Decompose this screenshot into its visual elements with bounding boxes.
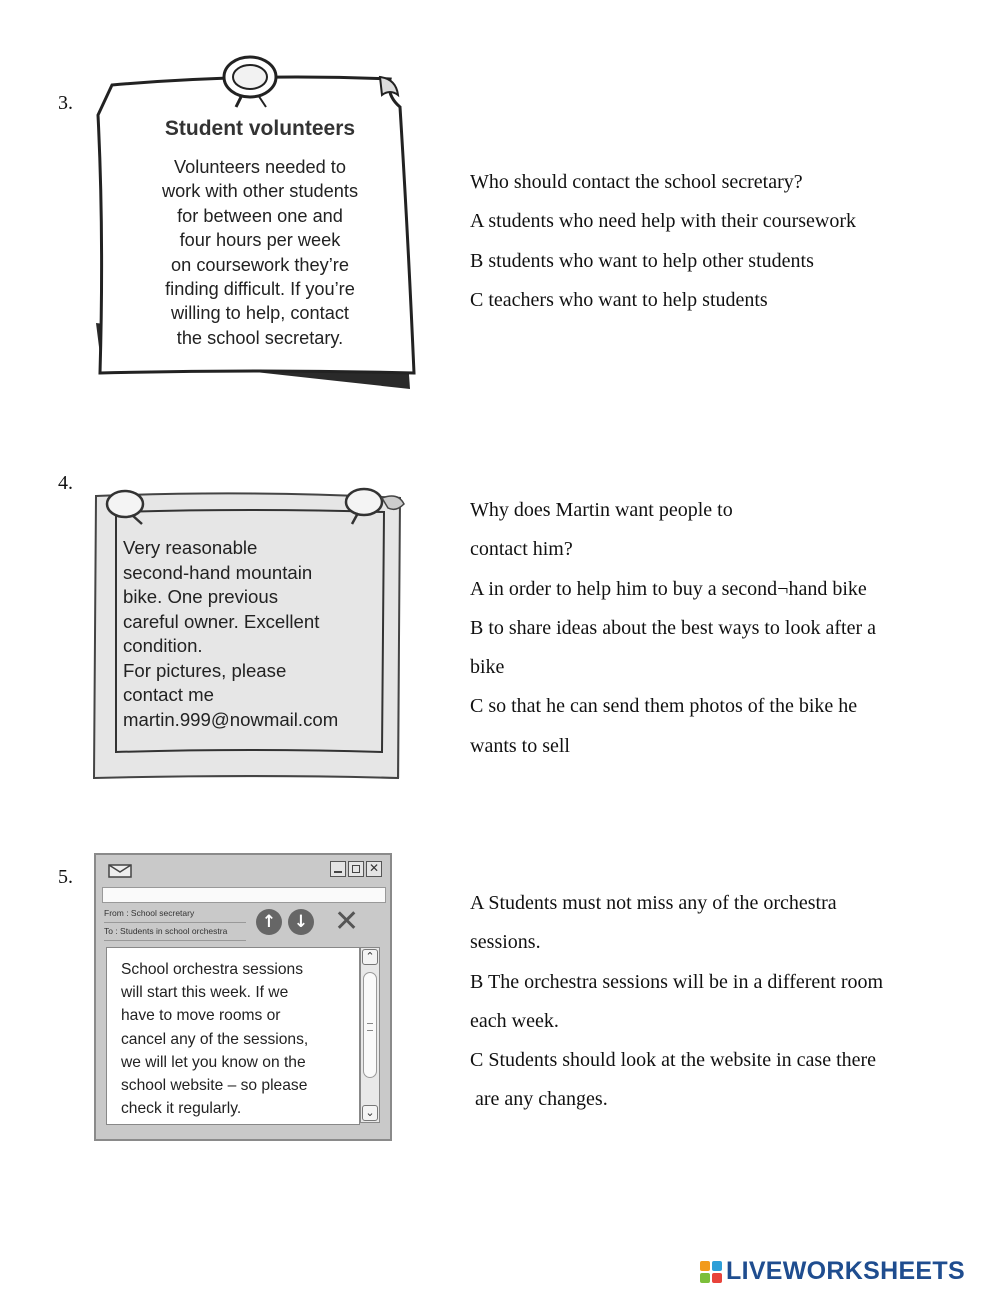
answer-option-a-cont[interactable]: sessions. <box>470 931 541 954</box>
question-prompt: contact him? <box>470 538 573 561</box>
answer-option-a[interactable]: A in order to help him to buy a second¬hand bike <box>470 577 867 600</box>
email-body-line: cancel any of the sessions, <box>121 1030 309 1048</box>
email-to: To : Students in school orchestra <box>104 923 246 941</box>
answer-option-a[interactable]: A Students must not miss any of the orchestra <box>470 892 837 914</box>
email-from: From : School secretary <box>104 905 246 923</box>
notice-email: martin.999@nowmail.com <box>123 708 339 730</box>
answer-option-b[interactable]: B The orchestra sessions will be in a different room <box>470 970 884 993</box>
notice-line: careful owner. Excellent <box>123 610 320 632</box>
answer-option-c[interactable]: C teachers who want to help students <box>470 288 768 311</box>
answer-option-c-cont[interactable]: are any changes. <box>470 1088 608 1111</box>
email-body-line: School orchestra sessions <box>121 961 304 978</box>
notice-line: Very reasonable <box>123 537 258 558</box>
notice-line: the school secretary. <box>176 327 344 348</box>
answer-option-b-cont[interactable]: bike <box>470 656 505 679</box>
notice-line: Volunteers needed to <box>174 157 346 177</box>
question-5-number: 5. <box>58 866 73 888</box>
question-4-text <box>470 491 970 766</box>
answer-option-c-cont[interactable]: wants to sell <box>470 734 570 757</box>
delete-icon[interactable]: ✕ <box>334 904 360 939</box>
notice-student-volunteers <box>90 55 435 395</box>
notice-line: work with other students <box>161 181 359 202</box>
email-body <box>106 947 360 1125</box>
notice-line: for between one and <box>177 205 343 226</box>
liveworksheets-logo <box>700 1257 965 1286</box>
notice-line: willing to help, contact <box>171 303 349 324</box>
question-3-text <box>470 163 970 320</box>
notice-line: bike. One previous <box>123 586 279 607</box>
answer-option-a[interactable]: A students who need help with their coursework <box>470 210 857 233</box>
question-4-number: 4. <box>58 472 73 494</box>
question-prompt: Why does Martin want people to <box>470 499 733 521</box>
answer-option-c[interactable]: C Students should look at the website in case there <box>470 1049 877 1072</box>
notice-mountain-bike <box>92 482 412 782</box>
arrow-up-icon[interactable]: ↑ <box>256 909 282 935</box>
scrollbar[interactable] <box>360 947 380 1123</box>
notice-title: Student volunteers <box>164 117 356 140</box>
minimize-icon[interactable] <box>330 861 346 877</box>
answer-option-b-cont[interactable]: each week. <box>470 1009 559 1032</box>
email-body-line: check it regularly. <box>121 1100 242 1118</box>
question-prompt: Who should contact the school secretary? <box>470 171 803 193</box>
notice-line: second-hand mountain <box>123 561 313 583</box>
notice-line: four hours per week <box>179 230 341 251</box>
notice-line: condition. <box>123 635 203 656</box>
notice-line: finding difficult. If you’re <box>165 279 355 300</box>
envelope-icon <box>108 864 132 878</box>
close-icon[interactable]: ✕ <box>366 861 382 877</box>
email-body-line: will start this week. If we <box>121 984 289 1002</box>
scroll-thumb[interactable] <box>363 972 377 1078</box>
maximize-icon[interactable] <box>348 861 364 877</box>
email-body-line: we will let you know on the <box>121 1053 306 1071</box>
notice-line: contact me <box>123 684 214 705</box>
email-body-line: school website – so please <box>121 1077 308 1095</box>
logo-mark-icon <box>700 1261 722 1283</box>
notice-line: on coursework they’re <box>171 254 349 275</box>
scroll-up-icon[interactable]: ⌃ <box>362 949 378 965</box>
scroll-down-icon[interactable]: ⌄ <box>362 1105 378 1121</box>
answer-option-b[interactable]: B to share ideas about the best ways to look after a <box>470 616 876 639</box>
notice-line: For pictures, please <box>123 659 287 681</box>
email-window <box>94 853 392 1141</box>
question-3-number: 3. <box>58 92 73 114</box>
question-5-text <box>470 884 970 1120</box>
email-body-line: have to move rooms or <box>121 1007 281 1025</box>
answer-option-c[interactable]: C so that he can send them photos of the bike he <box>470 695 858 718</box>
answer-option-b[interactable]: B students who want to help other students <box>470 249 814 272</box>
email-titlebar <box>96 855 390 885</box>
subject-field[interactable] <box>102 887 386 903</box>
logo-text: LIVEWORKSHEETS <box>726 1257 965 1285</box>
arrow-down-icon[interactable]: ↓ <box>288 909 314 935</box>
